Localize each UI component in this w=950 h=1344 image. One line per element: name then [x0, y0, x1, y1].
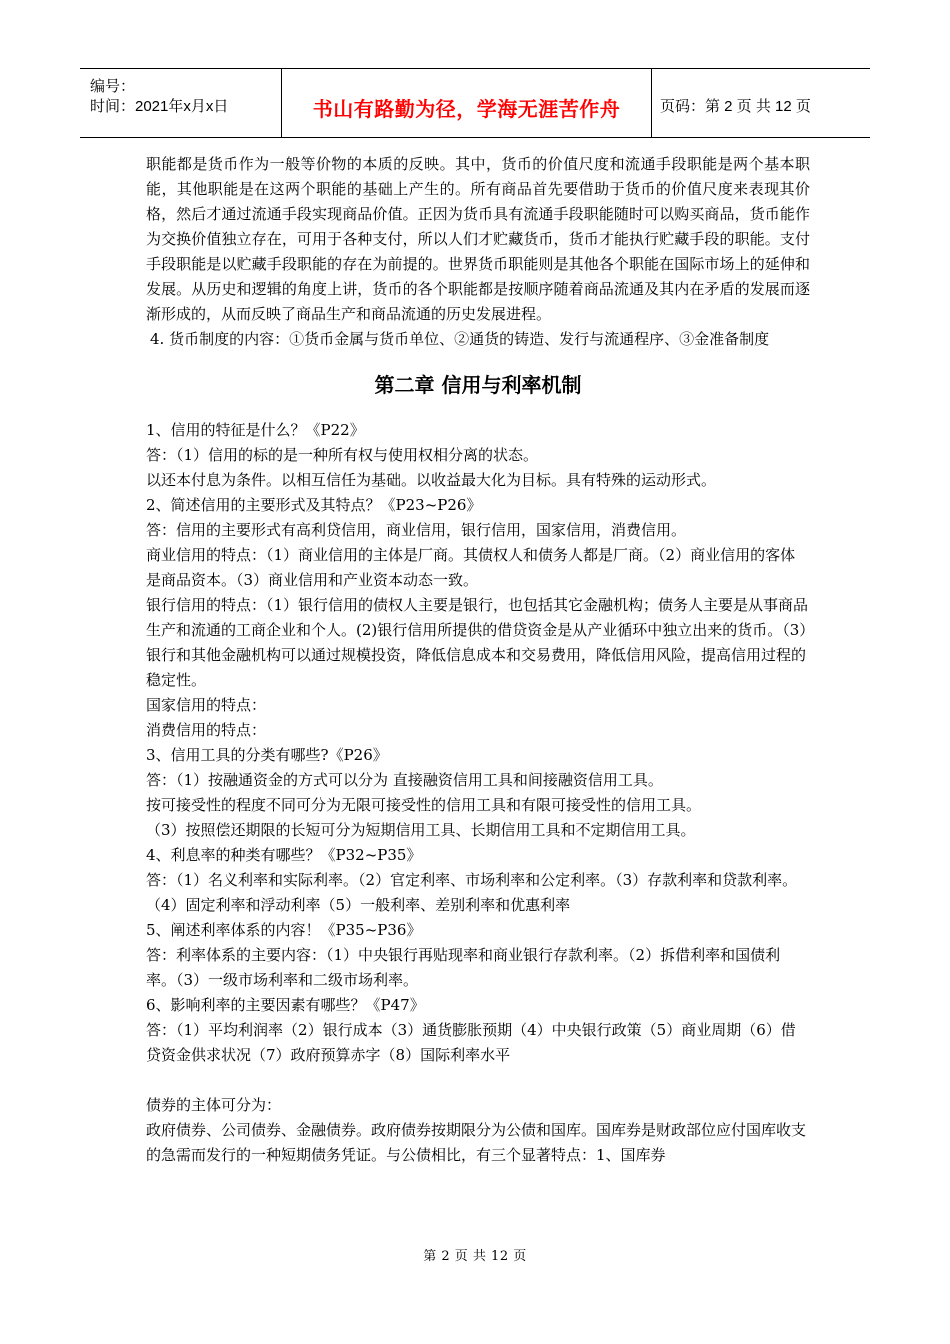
question: 4、利息率的种类有哪些？《P32~P35》 [146, 846, 422, 864]
header-page-cell [652, 69, 870, 137]
paragraph: 政府债券、公司债券、金融债券。政府债券按期限分为公债和国库。国库券是财政部位应付国库收支的急需而发行的一种短期债务凭证。与公债相比，有三个显著特点：1、国库券 [146, 1121, 807, 1164]
header-info-cell [80, 69, 282, 137]
page-info: 页码：第 2 页 共 12 页 [660, 98, 811, 115]
answer: 银行信用的特点：（1）银行信用的债权人主要是银行，也包括其它金融机构；债务人主要是从事商品生产和流通的工商企业和个人。(2)银行信用所提供的借贷资金是从产业循环中独立出来的货币。（3）银行和其他金融机构可以通过规模投资，降低信息成本和交易费用，降低信用风险，提高信用过程的稳定性。 [146, 596, 809, 689]
answer: 以还本付息为条件。以相互信任为基础。以收益最大化为目标。具有特殊的运动形式。 [146, 471, 717, 489]
question: 3、信用工具的分类有哪些?《P26》 [146, 746, 388, 764]
question: 6、影响利率的主要因素有哪些？《P47》 [146, 996, 425, 1014]
answer: 答：（1）名义利率和实际利率。（2）官定利率、市场利率和公定利率。（3）存款利率和贷款利率。（4）固定利率和浮动利率（5）一般利率、差别利率和优惠利率 [146, 871, 798, 914]
page-footer: 第 2 页 共 12 页 [423, 1249, 527, 1264]
answer: 国家信用的特点： [146, 696, 267, 714]
answer: 按可接受性的程度不同可分为无限可接受性的信用工具和有限可接受性的信用工具。 [146, 796, 702, 814]
motto: 书山有路勤为径，学海无涯苦作舟 [312, 97, 621, 121]
question: 2、简述信用的主要形式及其特点？《P23~P26》 [146, 496, 482, 514]
question: 5、阐述利率体系的内容！《P35~P36》 [146, 921, 422, 939]
answer: 答：（1）按融通资金的方式可以分为 直接融资信用工具和间接融资信用工具。 [146, 771, 663, 789]
header-table [80, 68, 870, 138]
intro-paragraph: 4. 货币制度的内容：①货币金属与货币单位、②通货的铸造、发行与流通程序、③金准备制度 [150, 330, 770, 348]
chapter-title: 第二章 信用与利率机制 [374, 373, 582, 397]
spacer [146, 1068, 810, 1093]
number-label: 编号： [90, 78, 136, 95]
answer: 答：利率体系的主要内容：（1）中央银行再贴现率和商业银行存款利率。（2）拆借利率和国债利率。（3）一级市场利率和二级市场利率。 [146, 946, 781, 989]
intro-paragraph: 职能都是货币作为一般等价物的本质的反映。其中，货币的价值尺度和流通手段职能是两个基本职能，其他职能是在这两个职能的基础上产生的。所有商品首先要借助于货币的价值尺度来表现其价格，然后才通过流通手段实现商品价值。正因为货币具有流通手段职能随时可以购买商品，货币能作为交换价值独立存在，可用于各种支付，所以人们才贮藏货币，货币才能执行贮藏手段的职能。支付手段职能是以贮藏手段职能的存在为前提的。世界货币职能则是其他各个职能在国际市场上的延伸和发展。从历史和逻辑的角度上讲，货币的各个职能都是按顺序随着商品流通及其内在矛盾的发展而逐渐形成的，从而反映了商品生产和商品流通的历史发展进程。 [146, 155, 810, 323]
question: 1、信用的特征是什么？《P22》 [146, 421, 365, 439]
answer: 消费信用的特点： [146, 721, 267, 739]
answer: 答：信用的主要形式有高利贷信用，商业信用，银行信用，国家信用，消费信用。 [146, 521, 687, 539]
header-motto-cell [282, 69, 652, 137]
answer: （3）按照偿还期限的长短可分为短期信用工具、长期信用工具和不定期信用工具。 [146, 821, 696, 839]
time-label: 时间：2021年x月x日 [90, 98, 229, 115]
paragraph: 债券的主体可分为： [146, 1096, 282, 1114]
document-body [146, 152, 810, 1168]
answer: 商业信用的特点：（1）商业信用的主体是厂商。其债权人和债务人都是厂商。（2）商业信用的客体是商品资本。（3）商业信用和产业资本动态一致。 [146, 546, 796, 589]
answer: 答：（1）平均利润率（2）银行成本（3）通货膨胀预期（4）中央银行政策（5）商业周期（6）借贷资金供求状况（7）政府预算赤字（8）国际利率水平 [146, 1021, 796, 1064]
answer: 答：（1）信用的标的是一种所有权与使用权相分离的状态。 [146, 446, 539, 464]
